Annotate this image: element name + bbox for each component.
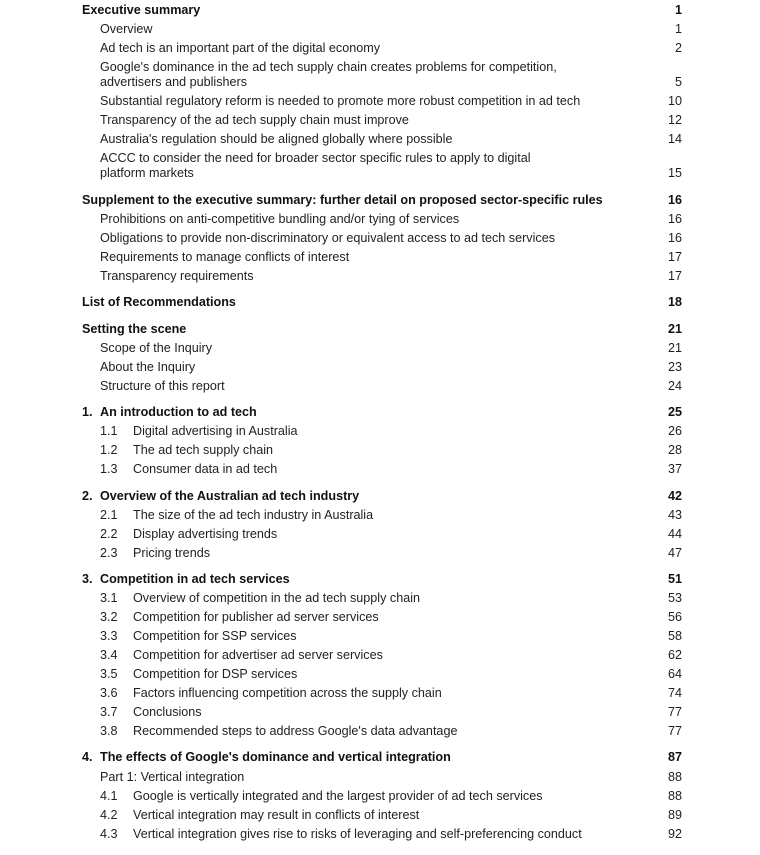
entry-page: 2 — [674, 41, 682, 55]
entry-title: The size of the ad tech industry in Australia — [133, 508, 374, 522]
entry-title: Competition for publisher ad server services — [133, 610, 379, 624]
entry-page: 47 — [667, 546, 682, 560]
entry-page: 88 — [667, 770, 682, 784]
entry-number: 3.1 — [100, 591, 118, 605]
entry-title: Scope of the Inquiry — [100, 341, 213, 355]
entry-title-line: ACCC to consider the need for broader sector specific rules to apply to digital — [100, 151, 531, 165]
entry-title: Factors influencing competition across the supply chain — [133, 686, 442, 700]
entry-page: 16 — [667, 212, 682, 226]
chapter-page: 51 — [667, 572, 682, 586]
entry-page: 21 — [667, 341, 682, 355]
entry-number: 1.3 — [100, 462, 118, 476]
entry-page: 5 — [674, 75, 682, 89]
entry-number: 1.2 — [100, 443, 118, 457]
entry-number: 3.5 — [100, 667, 118, 681]
entry-number: 3.4 — [100, 648, 118, 662]
entry-page: 92 — [667, 827, 682, 841]
entry-number: 2.1 — [100, 508, 118, 522]
entry-number: 4.2 — [100, 808, 118, 822]
chapter-title: The effects of Google's dominance and vertical integration — [100, 750, 451, 764]
entry-title: Display advertising trends — [133, 527, 278, 541]
entry-page: 53 — [667, 591, 682, 605]
entry-page: 37 — [667, 462, 682, 476]
chapter-page: 87 — [667, 750, 682, 764]
entry-title: Prohibitions on anti-competitive bundling and/or tying of services — [100, 212, 460, 226]
entry-title-line: advertisers and publishers — [100, 75, 248, 89]
entry-title: Vertical integration may result in conflicts of interest — [133, 808, 420, 822]
section-title: Supplement to the executive summary: further detail on proposed sector-specific rules — [82, 193, 603, 207]
entry-page: 17 — [667, 269, 682, 283]
entry-page: 88 — [667, 789, 682, 803]
section-page: 21 — [667, 322, 682, 336]
entry-title: Consumer data in ad tech — [133, 462, 278, 476]
entry-page: 10 — [667, 94, 682, 108]
entry-title: The ad tech supply chain — [133, 443, 274, 457]
entry-title: Obligations to provide non-discriminatory or equivalent access to ad tech services — [100, 231, 555, 245]
entry-page: 15 — [667, 166, 682, 180]
entry-page: 23 — [667, 360, 682, 374]
entry-page: 58 — [667, 629, 682, 643]
entry-title: Competition for SSP services — [133, 629, 297, 643]
entry-page: 56 — [667, 610, 682, 624]
section-title: Executive summary — [82, 3, 201, 17]
entry-title: Transparency of the ad tech supply chain must improve — [100, 113, 409, 127]
entry-title: Ad tech is an important part of the digital economy — [100, 41, 381, 55]
section-title: List of Recommendations — [82, 295, 236, 309]
entry-title: Recommended steps to address Google's data advantage — [133, 724, 458, 738]
chapter-number: 3. — [82, 572, 93, 586]
chapter-title: Competition in ad tech services — [100, 572, 290, 586]
entry-title: Pricing trends — [133, 546, 210, 560]
entry-number: 3.3 — [100, 629, 118, 643]
entry-page: 64 — [667, 667, 682, 681]
section-page: 18 — [667, 295, 682, 309]
entry-number: 3.7 — [100, 705, 118, 719]
entry-page: 89 — [667, 808, 682, 822]
entry-page: 16 — [667, 231, 682, 245]
entry-title: Substantial regulatory reform is needed to promote more robust competition in ad tech — [100, 94, 581, 108]
entry-title: Part 1: Vertical integration — [100, 770, 245, 784]
chapter-page: 25 — [667, 405, 682, 419]
entry-title-line: Google's dominance in the ad tech supply chain creates problems for competition, — [100, 60, 557, 74]
chapter-title: An introduction to ad tech — [100, 405, 257, 419]
entry-page: 12 — [667, 113, 682, 127]
entry-number: 1.1 — [100, 424, 118, 438]
entry-page: 26 — [667, 424, 682, 438]
entry-page: 17 — [667, 250, 682, 264]
section-page: 16 — [667, 193, 682, 207]
entry-number: 3.8 — [100, 724, 118, 738]
chapter-page: 42 — [667, 489, 682, 503]
section-page: 1 — [674, 3, 682, 17]
toc-entry[interactable] — [0, 60, 760, 90]
entry-page: 1 — [674, 22, 682, 36]
entry-number: 3.2 — [100, 610, 118, 624]
entry-page: 77 — [667, 724, 682, 738]
entry-number: 2.3 — [100, 546, 118, 560]
entry-title: Overview — [100, 22, 153, 36]
chapter-title: Overview of the Australian ad tech industry — [100, 489, 360, 503]
entry-page: 44 — [667, 527, 682, 541]
entry-title: Vertical integration gives rise to risks of leveraging and self-preferencing conduct — [133, 827, 582, 841]
toc-entry[interactable] — [0, 151, 760, 181]
entry-title: Conclusions — [133, 705, 202, 719]
entry-title: Overview of competition in the ad tech supply chain — [133, 591, 421, 605]
entry-title: Google is vertically integrated and the largest provider of ad tech services — [133, 789, 543, 803]
entry-number: 4.3 — [100, 827, 118, 841]
entry-title: Digital advertising in Australia — [133, 424, 298, 438]
entry-page: 28 — [667, 443, 682, 457]
entry-page: 62 — [667, 648, 682, 662]
entry-title: Competition for advertiser ad server services — [133, 648, 383, 662]
entry-title-line: platform markets — [100, 166, 194, 180]
entry-page: 43 — [667, 508, 682, 522]
entry-title: Structure of this report — [100, 379, 225, 393]
chapter-number: 1. — [82, 405, 93, 419]
section-title: Setting the scene — [82, 322, 187, 336]
chapter-number: 4. — [82, 750, 93, 764]
entry-number: 2.2 — [100, 527, 118, 541]
entry-page: 74 — [667, 686, 682, 700]
entry-title: Requirements to manage conflicts of interest — [100, 250, 350, 264]
chapter-number: 2. — [82, 489, 93, 503]
entry-title: Transparency requirements — [100, 269, 254, 283]
entry-title: Australia's regulation should be aligned globally where possible — [100, 132, 453, 146]
entry-page: 24 — [667, 379, 682, 393]
entry-title: About the Inquiry — [100, 360, 196, 374]
entry-number: 3.6 — [100, 686, 118, 700]
entry-number: 4.1 — [100, 789, 118, 803]
entry-title: Competition for DSP services — [133, 667, 298, 681]
entry-page: 77 — [667, 705, 682, 719]
entry-page: 14 — [667, 132, 682, 146]
